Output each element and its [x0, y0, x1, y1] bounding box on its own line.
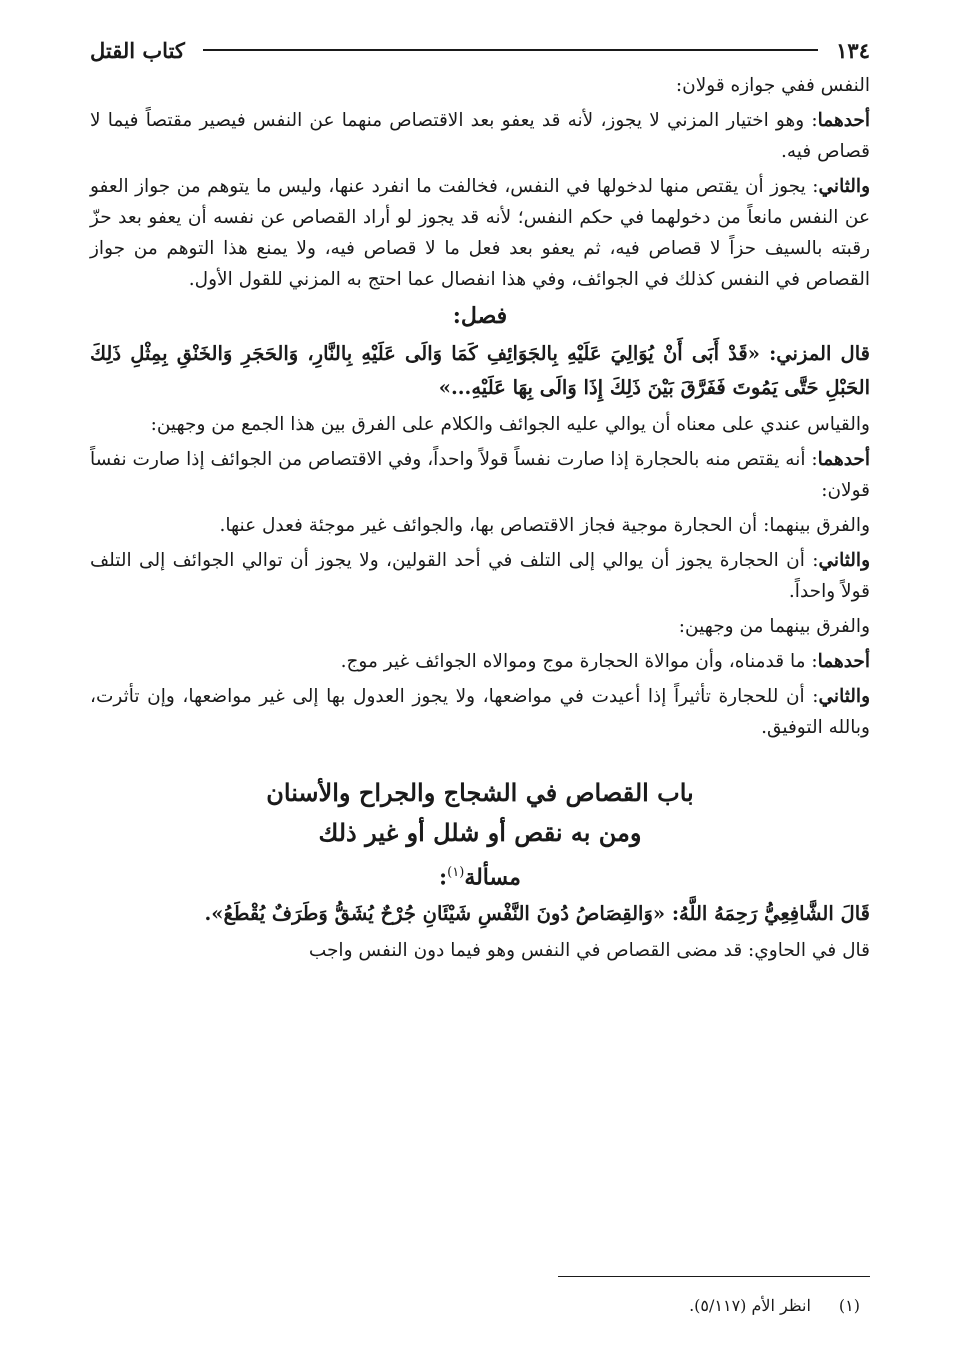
- book-title: كتاب القتل: [90, 37, 185, 63]
- section-heading: فصل:: [452, 303, 508, 329]
- paragraph: [90, 646, 870, 677]
- paragraph: [90, 611, 870, 642]
- paragraph: [90, 510, 870, 541]
- header-rule: [203, 49, 818, 51]
- paragraph-lead: أحدهما: [817, 110, 870, 131]
- chapter-title-line: باب القصاص في الشجاج والجراح والأسنان: [266, 778, 694, 807]
- paragraph: [90, 105, 870, 167]
- paragraph-text: : أنه يقتص منه بالحجارة إذا صارت نفساً قولاً واحداً، وفي الاقتصاص من الجوائف إذا صارت نفساً قولان:: [90, 449, 870, 501]
- paragraph-text: : أن للحجارة تأثيراً إذا أعيدت في مواضعها، ولا يجوز العدول بها إلى غير مواضعها، وإن تأثرت، وبالله التوفيق.: [90, 686, 870, 738]
- paragraph-text: النفس ففي جوازه قولان:: [675, 75, 870, 96]
- paragraph-lead: والثاني: [818, 550, 870, 571]
- main-text: [90, 70, 870, 966]
- paragraph-text: والقياس عندي على معناه أن يوالي عليه الجوائف والكلام على الفرق بين هذا الجمع من وجهين:: [150, 414, 870, 435]
- chapter-title: [90, 773, 870, 853]
- paragraph: [90, 409, 870, 440]
- chapter-title-line: ومن به نقص أو شلل أو غير ذلك: [318, 818, 642, 847]
- paragraph-lead: أحدهما: [817, 449, 870, 470]
- footnote-text: انظر الأم (٥/١١٧).: [689, 1296, 811, 1315]
- footnote: [689, 1294, 860, 1318]
- paragraph: [90, 444, 870, 506]
- paragraph: [90, 171, 870, 295]
- paragraph-text: : أن الحجارة يجوز أن يوالي إلى التلف في أحد القولين، ولا يجوز أن توالي الجوائف إلى التلف قولاً واحداً.: [90, 550, 870, 602]
- quote-intro: قال المزني:: [769, 342, 870, 365]
- paragraph-text: : وهو اختيار المزني لا يجوز، لأنه قد يعفو بعد الاقتصاص منهما عن النفس فيصير مقتصاً فيما لا قصاص فيه.: [90, 110, 870, 162]
- masala-colon: :: [439, 864, 448, 891]
- quote-text: «قَدْ أَبَى أَنْ يُوَالِيَ عَلَيْهِ بِالجَوَائِفِ كَمَا وَالَى عَلَيْهِ بِالنَّارِ، وَالحَجَرِ وَالخَنْقِ بِمِثْلِ ذَلِكَ الحَبْلِ حَتَّى يَمُوتَ فَفَرَّقَ بَيْنَ ذَلِكَ إِذَا وَالَى بِهَا عَلَيْهِ...»: [90, 342, 870, 399]
- footnote-marker: (١): [447, 865, 465, 880]
- masala-heading: [90, 857, 870, 893]
- paragraph-text: : ما قدمناه، وأن موالاة الحجارة موج وموالاه الجوائف غير موج.: [340, 651, 818, 672]
- footnote-rule: [558, 1276, 870, 1277]
- footnote-number: (١): [838, 1296, 860, 1315]
- masala-label: مسألة: [464, 864, 521, 891]
- paragraph: قال في الحاوي: قد مضى القصاص في النفس وهو فيما دون النفس واجب: [308, 940, 870, 962]
- paragraph-text: والفرق بينهما: أن الحجارة موجية فجاز الاقتصاص بها، والجوائف غير موجئة فعدل عنها.: [219, 515, 870, 536]
- page-number: ١٣٤: [836, 37, 870, 63]
- running-header: [90, 30, 870, 70]
- paragraph: [90, 545, 870, 607]
- paragraph-lead: والثاني: [818, 176, 870, 197]
- book-page: [90, 30, 870, 1340]
- paragraph-text: والفرق بينهما من وجهين:: [678, 616, 870, 637]
- paragraph-text: : يجوز أن يقتص منها لدخولها في النفس، فخالفت ما انفرد عنها، وليس ما يتوهم من جواز العفو عن النفس مانعاً من دخولهما في حكم النفس؛ لأنه قد يجوز لو أراد القصاص عن نفسه أن يعفو بعد حزّ رقبته بالسيف حزاً لا قصاص فيه، ثم يعفو بعد فعل ما لا قصاص فيه، ولا يمنع هذا التوهم من جواز القصاص في النفس كذلك في الجوائف، وفي هذا انفصال عما احتج به المزني للقول الأول.: [90, 176, 870, 290]
- muzani-quote: [90, 337, 870, 405]
- paragraph: [90, 681, 870, 743]
- paragraph-lead: والثاني: [818, 686, 870, 707]
- paragraph: [90, 70, 870, 101]
- shafii-quote: قَالَ الشَّافِعِيُّ رَحِمَهُ اللَّهُ: «وَالقِصَاصُ دُونَ النَّفْسِ شَيْئَانِ جُرْحٌ يُشَقُّ وَطَرَفٌ يُقْطَعُ».: [204, 902, 870, 926]
- paragraph-lead: أحدهما: [817, 651, 870, 672]
